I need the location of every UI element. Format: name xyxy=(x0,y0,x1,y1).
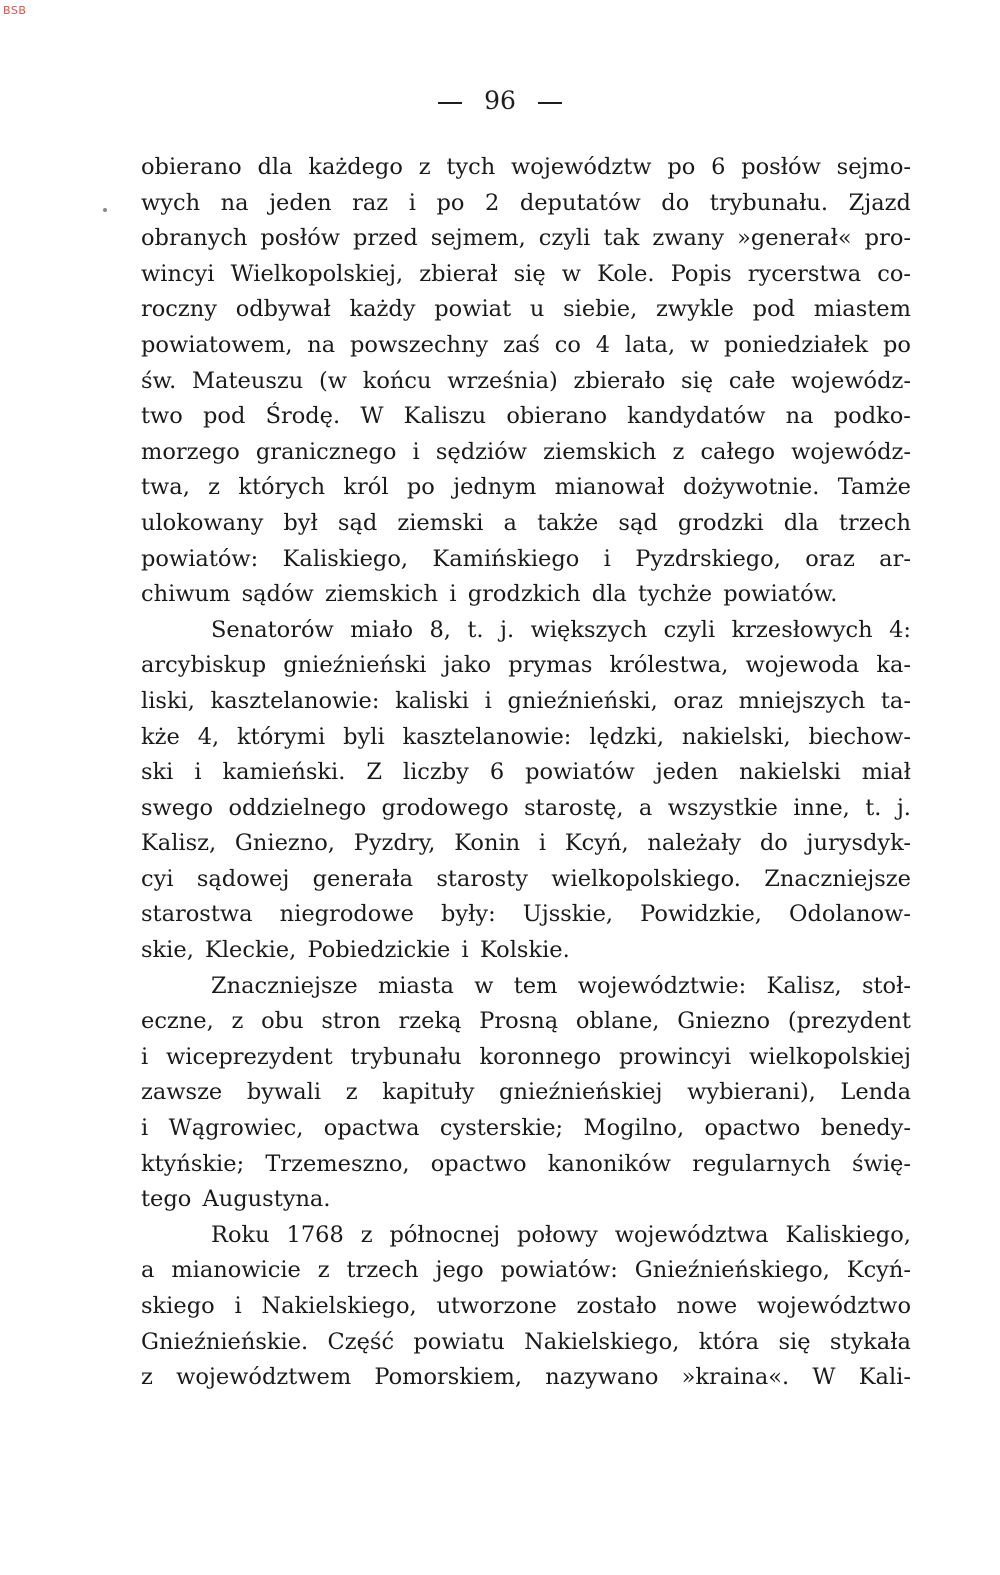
text-line: wincyi Wielkopolskiej, zbierał się w Kole. Popis rycerstwa co- xyxy=(141,260,911,287)
text-line: Kalisz, Gniezno, Pyzdry, Konin i Kcyń, należały do jurysdyk- xyxy=(141,830,911,857)
header-dash-right xyxy=(538,102,562,104)
page-body-text xyxy=(141,150,911,1396)
text-line: cyi sądowej generała starosty wielkopolskiego. Znaczniejsze xyxy=(141,865,911,892)
text-line: chiwum sądów ziemskich i grodzkich dla tychże powiatów. xyxy=(141,581,838,608)
page-number: 96 xyxy=(484,86,516,115)
text-line: swego oddzielnego grodowego starostę, a wszystkie inne, t. j. xyxy=(141,794,911,821)
text-line: arcybiskup gnieźnieński jako prymas królestwa, wojewoda ka- xyxy=(141,652,911,679)
text-line: obierano dla każdego z tych województw po 6 posłów sejmo- xyxy=(141,154,911,180)
margin-mark xyxy=(103,208,107,212)
watermark-logo: BSB xyxy=(3,4,27,17)
text-line: Roku 1768 z północnej połowy województwa Kaliskiego, xyxy=(211,1221,911,1248)
text-line: skie, Kleckie, Pobiedzickie i Kolskie. xyxy=(141,937,570,964)
text-line: tego Augustyna. xyxy=(141,1186,331,1213)
text-line: ulokowany był sąd ziemski a także sąd grodzki dla trzech xyxy=(141,509,911,536)
text-line: roczny odbywał każdy powiat u siebie, zwykle pod miastem xyxy=(141,296,911,323)
text-line: zawsze bywali z kapituły gnieźnieńskiej wybierani), Lenda xyxy=(141,1079,911,1106)
text-line: ktyńskie; Trzemeszno, opactwo kanoników regularnych świę- xyxy=(141,1150,911,1177)
text-line: św. Mateuszu (w końcu września) zbierało się całe wojewódz- xyxy=(141,367,911,394)
text-line: starostwa niegrodowe były: Ujsskie, Powidzkie, Odolanow- xyxy=(141,901,911,928)
text-line: obranych posłów przed sejmem, czyli tak zwany »generał« pro- xyxy=(141,225,911,252)
header-dash-left xyxy=(438,102,462,104)
text-line: powiatów: Kaliskiego, Kamińskiego i Pyzdrskiego, oraz ar- xyxy=(141,545,911,572)
text-line: powiatowem, na powszechny zaś co 4 lata, w poniedziałek po xyxy=(141,331,911,358)
text-line: wych na jeden raz i po 2 deputatów do trybunału. Zjazd xyxy=(141,189,911,216)
text-line: kże 4, którymi byli kasztelanowie: lędzki, nakielski, biechow- xyxy=(141,723,911,750)
text-line: morzego granicznego i sędziów ziemskich z całego wojewódz- xyxy=(141,438,911,465)
text-line: skiego i Nakielskiego, utworzone zostało nowe województwo xyxy=(141,1293,911,1319)
text-line: i Wągrowiec, opactwa cysterskie; Mogilno, opactwo benedy- xyxy=(141,1115,911,1142)
text-line: two pod Środę. W Kaliszu obierano kandydatów na podko- xyxy=(141,403,911,430)
text-line: eczne, z obu stron rzeką Prosną oblane, Gniezno (prezydent xyxy=(141,1008,911,1035)
page-header xyxy=(0,86,1000,116)
text-line: z województwem Pomorskiem, nazywano »kraina«. W Kali- xyxy=(141,1364,911,1391)
text-line: Znaczniejsze miasta w tem województwie: Kalisz, stoł- xyxy=(211,972,911,999)
text-line: liski, kasztelanowie: kaliski i gnieźnieński, oraz mniejszych ta- xyxy=(141,687,911,714)
text-line: ski i kamieński. Z liczby 6 powiatów jeden nakielski miał xyxy=(141,759,911,786)
text-line: i wiceprezydent trybunału koronnego prowincyi wielkopolskiej xyxy=(141,1043,911,1070)
text-line: Gnieźnieńskie. Część powiatu Nakielskiego, która się stykała xyxy=(141,1328,911,1355)
text-line: a mianowicie z trzech jego powiatów: Gnieźnieńskiego, Kcyń- xyxy=(141,1257,911,1284)
text-line: Senatorów miało 8, t. j. większych czyli krzesłowych 4: xyxy=(211,616,911,643)
text-line: twa, z których król po jednym mianował dożywotnie. Tamże xyxy=(141,474,911,501)
